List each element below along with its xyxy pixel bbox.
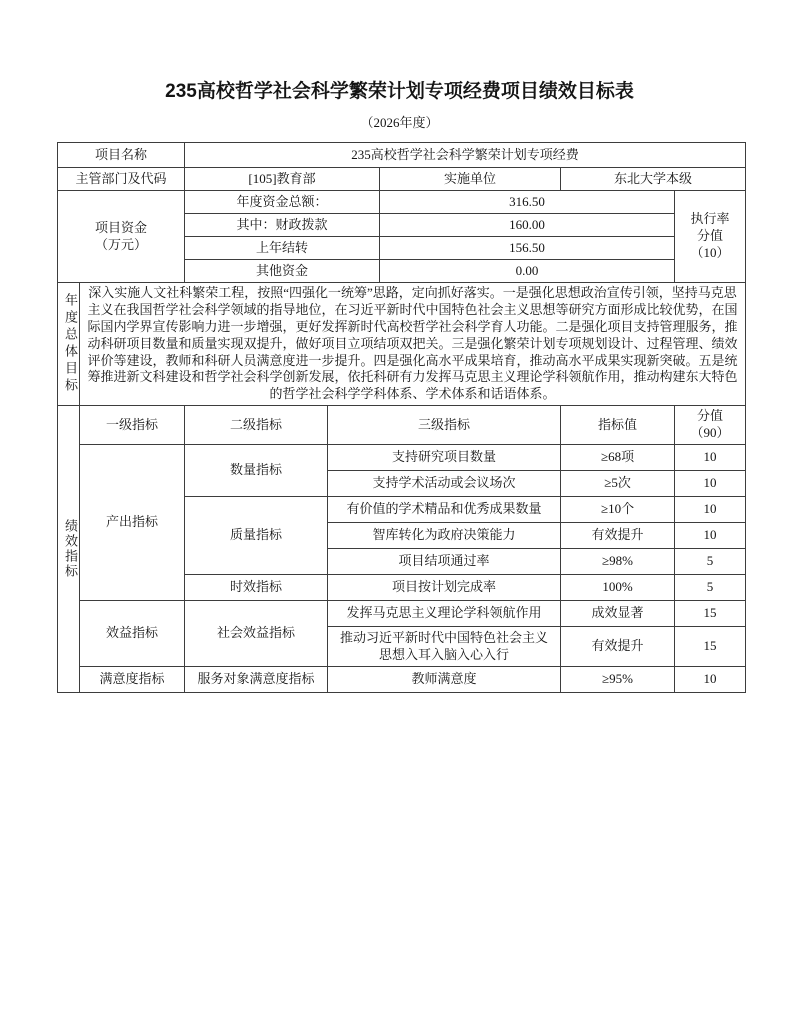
indicator-value: ≥98% — [561, 549, 675, 575]
funding-row-label: 其中：财政拨款 — [185, 214, 380, 237]
indicator-score: 5 — [675, 575, 746, 601]
header-level3: 三级指标 — [328, 406, 561, 445]
annual-goal-text: 深入实施人文社科繁荣工程，按照“四强化一统筹”思路，定向抓好落实。一是强化思想政治宣传引领，坚持马克思主义在我国哲学社会科学领域的指导地位，在习近平新时代中国特色社会主义思想等研究方面形成比较优势，在国际国内学界宣传影响力进一步增强，更好发挥新时代高校哲学社会科学育人功能。二是强化项目支持管理服务，推动科研项目数量和质量实现双提升，做好项目立项结项双把关。三是强化繁荣计划专项规划设计、过程管理、绩效评价等建设，教师和科研人员满意度进一步提升。四是强化高水平成果培育，推动高水平成果实现新突破。五是统筹推进新文科建设和哲学社会科学创新发展，依托科研有力发挥马克思主义理论学科领航作用，推动构建东大特色的哲学社会科学学科体系、学术体系和话语体系。 — [80, 283, 746, 406]
indicator-value: ≥68项 — [561, 445, 675, 471]
indicator-score: 10 — [675, 497, 746, 523]
indicator-score: 15 — [675, 601, 746, 627]
indicators-section-label: 绩效指标 — [63, 519, 78, 580]
level3-indicator: 项目按计划完成率 — [328, 575, 561, 601]
indicator-value: 成效显著 — [561, 601, 675, 627]
row-department — [58, 168, 746, 191]
level1-indicator: 满意度指标 — [80, 667, 185, 693]
level2-indicator: 服务对象满意度指标 — [185, 667, 328, 693]
annual-goal-label-cell — [58, 283, 80, 406]
impl-unit-value: 东北大学本级 — [561, 168, 746, 191]
indicator-score: 10 — [675, 667, 746, 693]
funding-row-value: 316.50 — [380, 191, 675, 214]
indicator-value: 有效提升 — [561, 523, 675, 549]
department-label: 主管部门及代码 — [58, 168, 185, 191]
indicator-value: 100% — [561, 575, 675, 601]
project-name-value: 235高校哲学社会科学繁荣计划专项经费 — [185, 143, 746, 168]
page-title: 235高校哲学社会科学繁荣计划专项经费项目绩效目标表 — [165, 81, 634, 102]
indicator-score: 10 — [675, 445, 746, 471]
indicator-row — [58, 445, 746, 471]
row-funding-total — [58, 191, 746, 214]
level2-indicator: 质量指标 — [185, 497, 328, 575]
funding-row-value: 156.50 — [380, 237, 675, 260]
level1-indicator: 效益指标 — [80, 601, 185, 667]
funding-row-value: 160.00 — [380, 214, 675, 237]
row-annual-goal — [58, 283, 746, 406]
department-value: [105]教育部 — [185, 168, 380, 191]
impl-unit-label: 实施单位 — [380, 168, 561, 191]
funding-section-label: 项目资金 （万元） — [58, 191, 185, 283]
level3-indicator: 推动习近平新时代中国特色社会主义思想入耳入脑入心入行 — [328, 627, 561, 667]
level3-indicator: 项目结项通过率 — [328, 549, 561, 575]
header-level1: 一级指标 — [80, 406, 185, 445]
indicator-value: ≥10个 — [561, 497, 675, 523]
level2-indicator: 数量指标 — [185, 445, 328, 497]
indicator-score: 5 — [675, 549, 746, 575]
level3-indicator: 教师满意度 — [328, 667, 561, 693]
annual-goal-label: 年度总体目标 — [63, 293, 78, 396]
row-project-name — [58, 143, 746, 168]
level3-indicator: 有价值的学术精品和优秀成果数量 — [328, 497, 561, 523]
level3-indicator: 支持研究项目数量 — [328, 445, 561, 471]
indicator-score: 15 — [675, 627, 746, 667]
level3-indicator: 智库转化为政府决策能力 — [328, 523, 561, 549]
level1-indicator: 产出指标 — [80, 445, 185, 601]
indicator-score: 10 — [675, 523, 746, 549]
row-indicators-header — [58, 406, 746, 445]
header-score: 分值（90） — [675, 406, 746, 445]
project-name-label: 项目名称 — [58, 143, 185, 168]
level2-indicator: 时效指标 — [185, 575, 328, 601]
funding-row-label: 其他资金 — [185, 260, 380, 283]
level3-indicator: 发挥马克思主义理论学科领航作用 — [328, 601, 561, 627]
performance-target-table — [57, 142, 746, 693]
funding-row-value: 0.00 — [380, 260, 675, 283]
page-subtitle: （2026年度） — [360, 115, 439, 130]
header-target-value: 指标值 — [561, 406, 675, 445]
indicators-section-label-cell — [58, 406, 80, 693]
level2-indicator: 社会效益指标 — [185, 601, 328, 667]
indicator-value: ≥95% — [561, 667, 675, 693]
indicator-row — [58, 601, 746, 627]
funding-row-label: 年度资金总额： — [185, 191, 380, 214]
indicator-row — [58, 667, 746, 693]
execution-rate-score-label: 执行率 分值 （10） — [675, 191, 746, 283]
funding-row-label: 上年结转 — [185, 237, 380, 260]
indicator-value: 有效提升 — [561, 627, 675, 667]
header-level2: 二级指标 — [185, 406, 328, 445]
indicator-value: ≥5次 — [561, 471, 675, 497]
level3-indicator: 支持学术活动或会议场次 — [328, 471, 561, 497]
indicator-score: 10 — [675, 471, 746, 497]
